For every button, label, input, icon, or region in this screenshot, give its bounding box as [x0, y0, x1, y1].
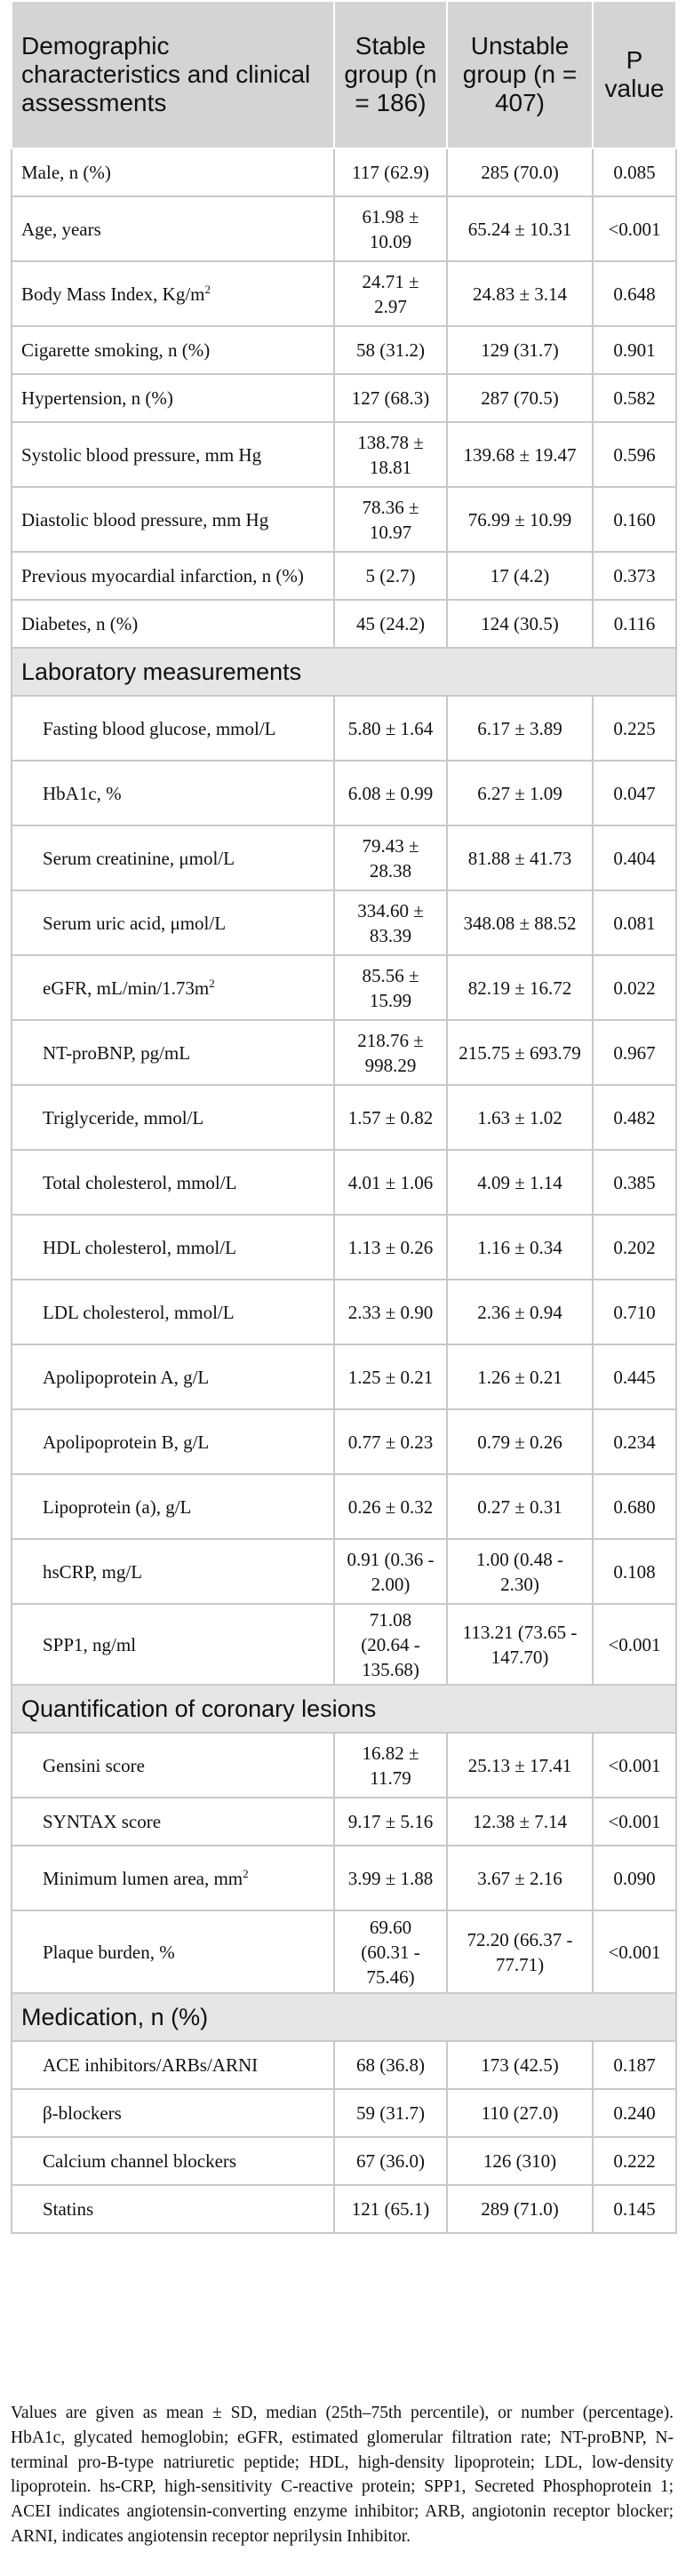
unstable-value: 124 (30.5) [447, 600, 593, 648]
medication-section-title: Medication, n (%) [12, 1993, 676, 2041]
stable-value: 78.36 ± 10.97 [334, 487, 447, 552]
unstable-value: 81.88 ± 41.73 [447, 825, 593, 890]
unstable-value: 1.63 ± 1.02 [447, 1085, 593, 1150]
table-row [12, 1846, 676, 1910]
row-label-text: Minimum lumen area, mm [43, 1867, 243, 1889]
unstable-value: 348.08 ± 88.52 [447, 890, 593, 955]
stable-value: 0.26 ± 0.32 [334, 1474, 447, 1539]
row-label [12, 1604, 334, 1685]
table-footnote: Values are given as mean ± SD, median (25th–75th percentile), or number (percentage). HbA1c, glycated hemoglobin; eGFR, estimated glomerular filtration rate; NT-proBNP, N-terminal pro-B-type natriuretic peptide; HDL, high-density lipoprotein; LDL, low-density lipoprotein. hs-CRP, high-sensitivity C-reactive protein; SPP1, Secreted Phosphoprotein 1; ACEI indicates angiotensin-converting enzyme inhibitor; ARB, angiotonin receptor blocker; ARNI, indicates angiotensin receptor neprilysin Inhibitor. [11, 2404, 674, 2546]
unstable-value: 24.83 ± 3.14 [447, 261, 593, 326]
row-label [12, 1020, 334, 1085]
row-label-text: Gensini score [43, 1754, 145, 1776]
row-label [12, 761, 334, 825]
table-row [12, 487, 676, 552]
row-label [12, 148, 334, 196]
unstable-value: 1.16 ± 0.34 [447, 1215, 593, 1280]
unstable-value: 82.19 ± 16.72 [447, 955, 593, 1020]
p-value: 0.901 [593, 326, 676, 374]
unstable-value: 4.09 ± 1.14 [447, 1150, 593, 1215]
p-value: <0.001 [593, 1733, 676, 1798]
p-value: 0.240 [593, 2089, 676, 2137]
unstable-value: 1.26 ± 0.21 [447, 1344, 593, 1409]
table-row [12, 326, 676, 374]
table-row [12, 1085, 676, 1150]
stable-value: 6.08 ± 0.99 [334, 761, 447, 825]
stable-value: 69.60 (60.31 - 75.46) [334, 1910, 447, 1993]
unstable-value: 287 (70.5) [447, 374, 593, 422]
row-label-text: Apolipoprotein A, g/L [43, 1366, 210, 1388]
table-row [12, 552, 676, 600]
row-label-text: Plaque burden, % [43, 1941, 175, 1963]
p-value: 0.202 [593, 1215, 676, 1280]
unstable-value: 6.17 ± 3.89 [447, 696, 593, 761]
row-label [12, 2089, 334, 2137]
row-label-text: Systolic blood pressure, mm Hg [21, 443, 262, 466]
table-row [12, 696, 676, 761]
p-value: 0.116 [593, 600, 676, 648]
row-label-text: Hypertension, n (%) [21, 387, 173, 409]
p-value: <0.001 [593, 196, 676, 261]
row-label-text: Calcium channel blockers [43, 2150, 237, 2172]
row-label-text: Apolipoprotein B, g/L [43, 1431, 210, 1453]
row-label [12, 1150, 334, 1215]
row-label [12, 374, 334, 422]
unstable-value: 76.99 ± 10.99 [447, 487, 593, 552]
row-label-text: Lipoprotein (a), g/L [43, 1495, 192, 1518]
p-value: 0.582 [593, 374, 676, 422]
row-label [12, 552, 334, 600]
table-row [12, 1910, 676, 1993]
row-label [12, 1798, 334, 1846]
table-row [12, 1539, 676, 1604]
stable-value: 0.91 (0.36 - 2.00) [334, 1539, 447, 1604]
stable-value: 1.57 ± 0.82 [334, 1085, 447, 1150]
table-row [12, 955, 676, 1020]
p-value: 0.482 [593, 1085, 676, 1150]
row-label-text: Statins [43, 2198, 94, 2220]
unstable-value: 110 (27.0) [447, 2089, 593, 2137]
row-label-text: NT-proBNP, pg/mL [43, 1041, 191, 1064]
row-label [12, 696, 334, 761]
table-header-row [12, 1, 676, 148]
row-label-text: Fasting blood glucose, mmol/L [43, 717, 276, 739]
table-row [12, 2185, 676, 2233]
stable-value: 85.56 ± 15.99 [334, 955, 447, 1020]
row-label [12, 422, 334, 487]
unstable-value: 129 (31.7) [447, 326, 593, 374]
unstable-value: 113.21 (73.65 - 147.70) [447, 1604, 593, 1685]
unstable-value: 17 (4.2) [447, 552, 593, 600]
unstable-value: 126 (310) [447, 2137, 593, 2185]
row-label [12, 1215, 334, 1280]
laboratory-section-title: Laboratory measurements [12, 648, 676, 696]
unstable-value: 0.79 ± 0.26 [447, 1409, 593, 1474]
row-label-text: Diabetes, n (%) [21, 613, 139, 634]
p-value: 0.648 [593, 261, 676, 326]
stable-value: 45 (24.2) [334, 600, 447, 648]
table-row [12, 1798, 676, 1846]
table-row [12, 2089, 676, 2137]
stable-value: 9.17 ± 5.16 [334, 1798, 447, 1846]
table-row [12, 148, 676, 196]
stable-value: 67 (36.0) [334, 2137, 447, 2185]
p-value: 0.680 [593, 1474, 676, 1539]
table-row [12, 761, 676, 825]
p-value: <0.001 [593, 1798, 676, 1846]
stable-value: 334.60 ± 83.39 [334, 890, 447, 955]
row-label [12, 1846, 334, 1910]
p-value: 0.145 [593, 2185, 676, 2233]
table-row [12, 600, 676, 648]
row-label [12, 2041, 334, 2089]
row-label-text: HDL cholesterol, mmol/L [43, 1236, 236, 1258]
p-value: 0.160 [593, 487, 676, 552]
p-value: <0.001 [593, 1604, 676, 1685]
stable-value: 218.76 ± 998.29 [334, 1020, 447, 1085]
row-label [12, 1085, 334, 1150]
table-row [12, 1733, 676, 1798]
row-label-text: Serum uric acid, μmol/L [43, 912, 227, 934]
stable-value: 5 (2.7) [334, 552, 447, 600]
table-row [12, 374, 676, 422]
stable-value: 127 (68.3) [334, 374, 447, 422]
p-value: 0.404 [593, 825, 676, 890]
table-row [12, 1344, 676, 1409]
row-label-text: Male, n (%) [21, 162, 111, 183]
unstable-value: 139.68 ± 19.47 [447, 422, 593, 487]
stable-value: 71.08 (20.64 - 135.68) [334, 1604, 447, 1685]
unstable-value: 1.00 (0.48 - 2.30) [447, 1539, 593, 1604]
p-value: <0.001 [593, 1910, 676, 1993]
row-label [12, 2185, 334, 2233]
unit-superscript: 2 [209, 976, 215, 990]
row-label [12, 825, 334, 890]
p-value: 0.022 [593, 955, 676, 1020]
unstable-value: 215.75 ± 693.79 [447, 1020, 593, 1085]
unstable-value: 72.20 (66.37 - 77.71) [447, 1910, 593, 1993]
header-characteristics: Demographic characteristics and clinical assessments [12, 1, 334, 148]
row-label [12, 261, 334, 326]
table-row [12, 2137, 676, 2185]
row-label-text: Previous myocardial infarction, n (%) [21, 565, 304, 586]
row-label [12, 1280, 334, 1344]
table-row [12, 196, 676, 261]
row-label [12, 955, 334, 1020]
row-label [12, 487, 334, 552]
row-label [12, 600, 334, 648]
stable-value: 138.78 ± 18.81 [334, 422, 447, 487]
row-label-text: ACE inhibitors/ARBs/ARNI [43, 2054, 259, 2076]
row-label [12, 326, 334, 374]
row-label [12, 1409, 334, 1474]
row-label-text: eGFR, mL/min/1.73m [43, 977, 210, 999]
table-row [12, 1150, 676, 1215]
stable-value: 68 (36.8) [334, 2041, 447, 2089]
quantification-section-row [12, 1685, 676, 1733]
stable-value: 16.82 ± 11.79 [334, 1733, 447, 1798]
p-value: 0.967 [593, 1020, 676, 1085]
p-value: 0.222 [593, 2137, 676, 2185]
row-label [12, 1733, 334, 1798]
table-row [12, 825, 676, 890]
row-label-text: Total cholesterol, mmol/L [43, 1171, 237, 1193]
row-label [12, 1910, 334, 1993]
unstable-value: 0.27 ± 0.31 [447, 1474, 593, 1539]
p-value: 0.445 [593, 1344, 676, 1409]
header-p-value: P value [593, 1, 676, 148]
row-label [12, 2137, 334, 2185]
row-label-text: Age, years [21, 218, 101, 240]
table-row [12, 1474, 676, 1539]
baseline-characteristics-table [11, 0, 677, 2234]
stable-value: 4.01 ± 1.06 [334, 1150, 447, 1215]
table-row [12, 890, 676, 955]
header-stable-group: Stable group (n = 186) [334, 1, 447, 148]
row-label-text: SPP1, ng/ml [43, 1633, 137, 1655]
unstable-value: 25.13 ± 17.41 [447, 1733, 593, 1798]
unstable-value: 285 (70.0) [447, 148, 593, 196]
p-value: 0.596 [593, 422, 676, 487]
stable-value: 1.25 ± 0.21 [334, 1344, 447, 1409]
p-value: 0.710 [593, 1280, 676, 1344]
row-label [12, 1474, 334, 1539]
p-value: 0.385 [593, 1150, 676, 1215]
p-value: 0.225 [593, 696, 676, 761]
row-label-text: Diastolic blood pressure, mm Hg [21, 508, 269, 530]
table-row [12, 1280, 676, 1344]
quantification-section-title: Quantification of coronary lesions [12, 1685, 676, 1733]
row-label-text: Cigarette smoking, n (%) [21, 339, 211, 361]
stable-value: 1.13 ± 0.26 [334, 1215, 447, 1280]
stable-value: 24.71 ± 2.97 [334, 261, 447, 326]
p-value: 0.234 [593, 1409, 676, 1474]
stable-value: 3.99 ± 1.88 [334, 1846, 447, 1910]
stable-value: 61.98 ± 10.09 [334, 196, 447, 261]
row-label [12, 1539, 334, 1604]
table-row [12, 261, 676, 326]
table-row [12, 1020, 676, 1085]
stable-value: 117 (62.9) [334, 148, 447, 196]
p-value: 0.085 [593, 148, 676, 196]
table-row [12, 422, 676, 487]
stable-value: 5.80 ± 1.64 [334, 696, 447, 761]
table-row [12, 1215, 676, 1280]
unit-superscript: 2 [204, 282, 211, 296]
p-value: 0.047 [593, 761, 676, 825]
laboratory-section-row [12, 648, 676, 696]
p-value: 0.090 [593, 1846, 676, 1910]
row-label [12, 196, 334, 261]
medication-section-row [12, 1993, 676, 2041]
table-row [12, 1409, 676, 1474]
unstable-value: 2.36 ± 0.94 [447, 1280, 593, 1344]
p-value: 0.373 [593, 552, 676, 600]
row-label-text: hsCRP, mg/L [43, 1560, 143, 1583]
stable-value: 79.43 ± 28.38 [334, 825, 447, 890]
row-label-text: LDL cholesterol, mmol/L [43, 1301, 235, 1323]
p-value: 0.187 [593, 2041, 676, 2089]
unit-superscript: 2 [243, 1866, 249, 1880]
unstable-value: 3.67 ± 2.16 [447, 1846, 593, 1910]
p-value: 0.081 [593, 890, 676, 955]
row-label [12, 890, 334, 955]
table-row [12, 1604, 676, 1685]
row-label-text: Triglyceride, mmol/L [43, 1106, 204, 1128]
p-value: 0.108 [593, 1539, 676, 1604]
row-label-text: β-blockers [43, 2102, 122, 2124]
stable-value: 0.77 ± 0.23 [334, 1409, 447, 1474]
unstable-value: 173 (42.5) [447, 2041, 593, 2089]
unstable-value: 6.27 ± 1.09 [447, 761, 593, 825]
row-label [12, 1344, 334, 1409]
stable-value: 58 (31.2) [334, 326, 447, 374]
row-label-text: SYNTAX score [43, 1811, 162, 1832]
row-label-text: HbA1c, % [43, 782, 122, 804]
row-label-text: Body Mass Index, Kg/m [21, 283, 205, 305]
header-unstable-group: Unstable group (n = 407) [447, 1, 593, 148]
table-row [12, 2041, 676, 2089]
row-label-text: Serum creatinine, μmol/L [43, 847, 235, 869]
unstable-value: 65.24 ± 10.31 [447, 196, 593, 261]
unstable-value: 289 (71.0) [447, 2185, 593, 2233]
stable-value: 121 (65.1) [334, 2185, 447, 2233]
unstable-value: 12.38 ± 7.14 [447, 1798, 593, 1846]
stable-value: 59 (31.7) [334, 2089, 447, 2137]
stable-value: 2.33 ± 0.90 [334, 1280, 447, 1344]
